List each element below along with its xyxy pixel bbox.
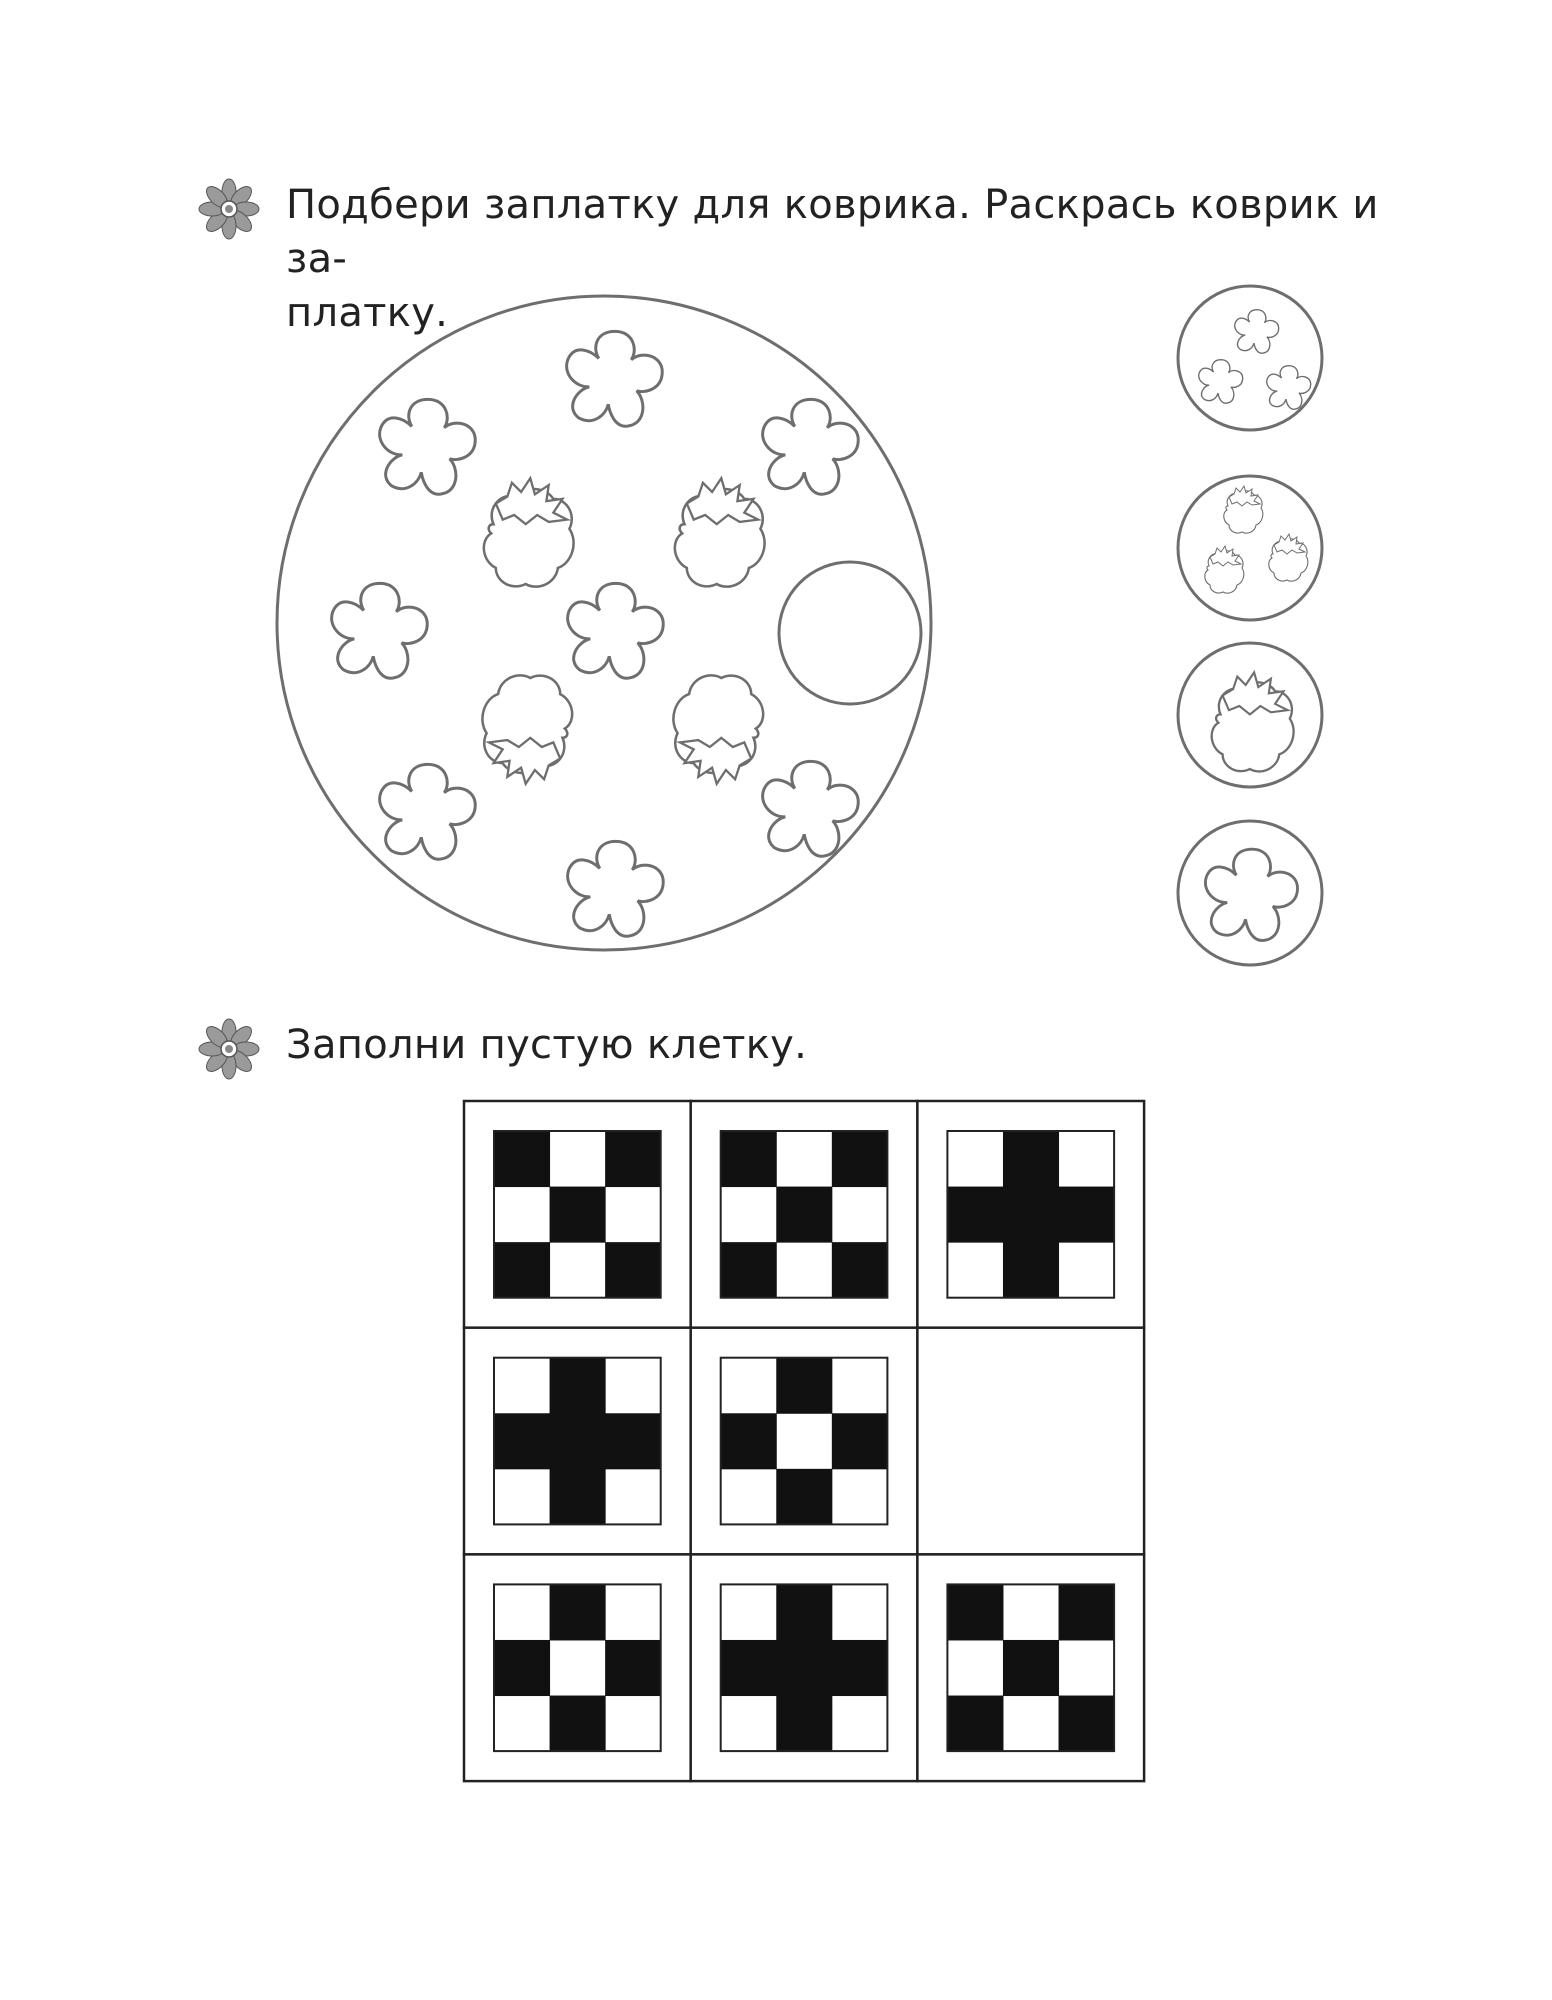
grid-cell — [691, 1328, 918, 1555]
pattern-square — [605, 1640, 661, 1696]
pattern-square — [832, 1640, 888, 1696]
pattern-square — [832, 1242, 888, 1298]
pattern-square — [1059, 1584, 1115, 1640]
pattern-square — [1003, 1640, 1059, 1696]
pattern-square — [721, 1640, 777, 1696]
pattern-square — [776, 1584, 832, 1640]
pattern-square — [494, 1640, 550, 1696]
pattern-square — [1059, 1696, 1115, 1752]
pattern-square — [494, 1242, 550, 1298]
pattern-square — [776, 1358, 832, 1414]
pattern-square — [776, 1640, 832, 1696]
empty-grid-cell[interactable] — [917, 1328, 1144, 1555]
grid-cell — [464, 1101, 691, 1328]
pattern-square — [550, 1413, 606, 1469]
pattern-square — [1003, 1131, 1059, 1187]
pattern-square — [550, 1469, 606, 1525]
pattern-square — [550, 1696, 606, 1752]
pattern-square — [605, 1131, 661, 1187]
grid-cell — [917, 1554, 1144, 1781]
pattern-square — [947, 1696, 1003, 1752]
pattern-square — [494, 1131, 550, 1187]
pattern-square — [605, 1413, 661, 1469]
pattern-square — [721, 1131, 777, 1187]
grid-cell — [917, 1101, 1144, 1328]
task1-line1: Подбери заплатку для коврика. Раскрась коврик и за- — [286, 182, 1379, 282]
pattern-square — [776, 1187, 832, 1243]
pattern-square — [1003, 1187, 1059, 1243]
grid-cell — [691, 1554, 918, 1781]
pattern-square — [776, 1469, 832, 1525]
pattern-square — [832, 1131, 888, 1187]
grid-cell — [464, 1328, 691, 1555]
pattern-square — [605, 1242, 661, 1298]
pattern-square — [721, 1242, 777, 1298]
pattern-square — [776, 1696, 832, 1752]
pattern-square — [721, 1413, 777, 1469]
pattern-square — [1059, 1187, 1115, 1243]
pattern-square — [1003, 1242, 1059, 1298]
task2-instruction: Заполни пустую клетку. — [286, 1022, 808, 1068]
pattern-square — [832, 1413, 888, 1469]
task1-line2: платку. — [286, 290, 449, 336]
pattern-square — [550, 1358, 606, 1414]
grid-cell — [464, 1554, 691, 1781]
grid-cell — [691, 1101, 918, 1328]
pattern-square — [494, 1413, 550, 1469]
pattern-square — [947, 1187, 1003, 1243]
pattern-square — [947, 1584, 1003, 1640]
pattern-square — [550, 1187, 606, 1243]
pattern-square — [550, 1584, 606, 1640]
